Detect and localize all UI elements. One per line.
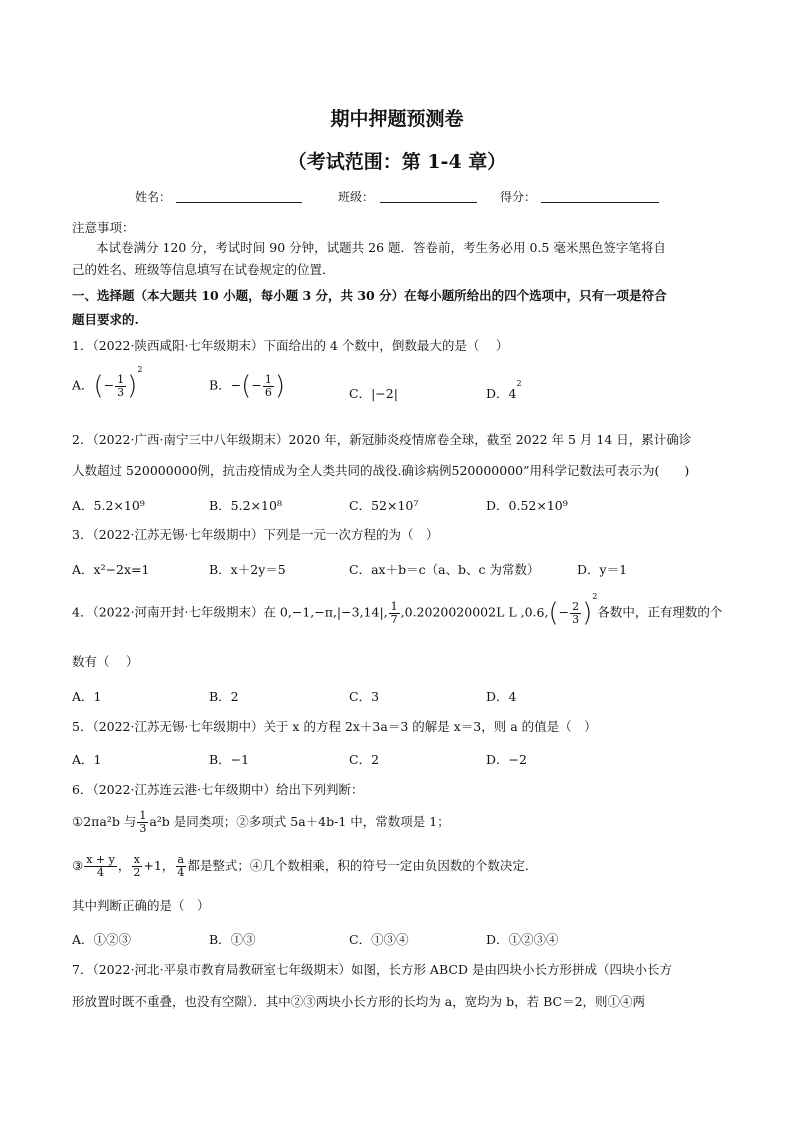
question-1-option-a: A．(− $\frac{1}{3}$ )$^2$: [72, 365, 143, 401]
question-2-option-a: A．5.2×10⁹: [72, 498, 145, 513]
question-4-stem: 4．（2022·河南开封·七年级期末）在 0,−1,−π,|−3,14|, $\frac{1}{7}$ ,0.2020020002L L ,0.6,(− $\frac{2}{3}$ )$^2$各数中，正有理数的个: [72, 592, 723, 628]
question-6-option-d: D．①②③④: [486, 932, 559, 947]
question-2-line-1: 2．（2022·广西·南宁三中八年级期末）2020 年，新冠肺炎疫情席卷全球，截至 2022 年 5 月 14 日，累计确诊: [72, 432, 692, 447]
section-heading-line-2: 题目要求的.: [72, 312, 139, 327]
score-label: 得分：: [500, 190, 537, 204]
question-5-option-c: C．2: [349, 752, 380, 767]
question-5-option-a: A．1: [72, 752, 102, 767]
question-5-option-d: D．−2: [486, 752, 527, 767]
question-6-option-b: B．①③: [209, 932, 256, 947]
question-4-option-d: D．4: [486, 689, 517, 704]
question-6-statement-3-4: ③ $\frac{x + y}{4}$ ， $\frac{x}{2}$ +1， $\frac{a}{4}$ 都是整式；④几个数相乘，积的符号一定由负因数的个数决定．: [72, 853, 538, 879]
question-7-line-2: 形放置时既不重叠，也没有空隙）．其中②③两块小长方形的长均为 a，宽均为 b，若 BC＝2，则①④两: [72, 994, 646, 1009]
question-3-option-b: B．x＋2y＝5: [209, 562, 286, 577]
name-label: 姓名：: [135, 190, 172, 204]
question-4-option-b: B．2: [209, 689, 239, 704]
question-3-option-a: A．x²−2x=1: [72, 562, 150, 577]
question-2-option-b: B．5.2×10⁸: [209, 498, 282, 513]
section-heading-line-1: 一、选择题（本大题共 10 小题，每小题 3 分，共 30 分）在每小题所给出的四个选项中，只有一项是符合: [72, 288, 667, 303]
question-6-option-c: C．①③④: [349, 932, 409, 947]
question-2-option-c: C．52×10⁷: [349, 498, 419, 513]
question-4-option-c: C．3: [349, 689, 380, 704]
exam-subtitle: （考试范围：第 1-4 章）: [287, 151, 507, 173]
question-1-stem: 1．（2022·陕西咸阳·七年级期末）下面给出的 4 个数中，倒数最大的是（ ）: [72, 338, 509, 353]
question-6-stem: 6．（2022·江苏连云港·七年级期中）给出下列判断：: [72, 782, 364, 797]
question-7-line-1: 7．（2022·河北·平泉市教育局教研室七年级期末）如图，长方形 ABCD 是由四块小长方形拼成（四块小长方: [72, 962, 672, 977]
exam-title: 期中押题预测卷: [330, 108, 464, 130]
question-1-option-d: D．$4^2$: [486, 379, 522, 401]
student-info-row: [0, 186, 794, 206]
question-6-conclusion: 其中判断正确的是（ ）: [72, 898, 210, 913]
name-blank[interactable]: [176, 202, 302, 203]
question-2-option-d: D．0.52×10⁹: [486, 498, 568, 513]
question-2-line-2: 人数超过 520000000例，抗击疫情成为全人类共同的战役.确诊病例520000000”用科学记数法可表示为( ): [72, 463, 690, 478]
question-4-option-a: A．1: [72, 689, 102, 704]
question-3-option-c: C．ax＋b＝c（a、b、c 为常数）: [349, 562, 540, 577]
question-3-stem: 3．（2022·江苏无锡·七年级期中）下列是一元一次方程的为（ ）: [72, 527, 439, 542]
class-label: 班级：: [338, 190, 375, 204]
question-5-option-b: B．−1: [209, 752, 250, 767]
question-4-line-2: 数有（ ）: [72, 654, 139, 669]
notice-heading: 注意事项：: [72, 220, 135, 235]
question-6-option-a: A．①②③: [72, 932, 132, 947]
question-5-stem: 5．（2022·江苏无锡·七年级期中）关于 x 的方程 2x＋3a＝3 的解是 x＝3，则 a 的值是（ ）: [72, 719, 597, 734]
question-1-option-c: C．|−2|: [349, 386, 398, 401]
class-blank[interactable]: [380, 202, 477, 203]
notice-line-2: 己的姓名、班级等信息填写在试卷规定的位置．: [72, 262, 335, 277]
question-3-option-d: D．y＝1: [577, 562, 628, 577]
notice-line-1: 本试卷满分 120 分，考试时间 90 分钟，试题共 26 题．答卷前，考生务必用 0.5 毫米黑色签字笔将自: [96, 240, 666, 255]
question-6-statement-1-2: ①2πa²b 与 $\frac{1}{3}$ a²b 是同类项；②多项式 5a＋4b-1 中，常数项是 1；: [72, 809, 450, 835]
question-1-option-b: B．−(− $\frac{1}{6}$ ): [209, 371, 285, 401]
score-blank[interactable]: [541, 202, 659, 203]
